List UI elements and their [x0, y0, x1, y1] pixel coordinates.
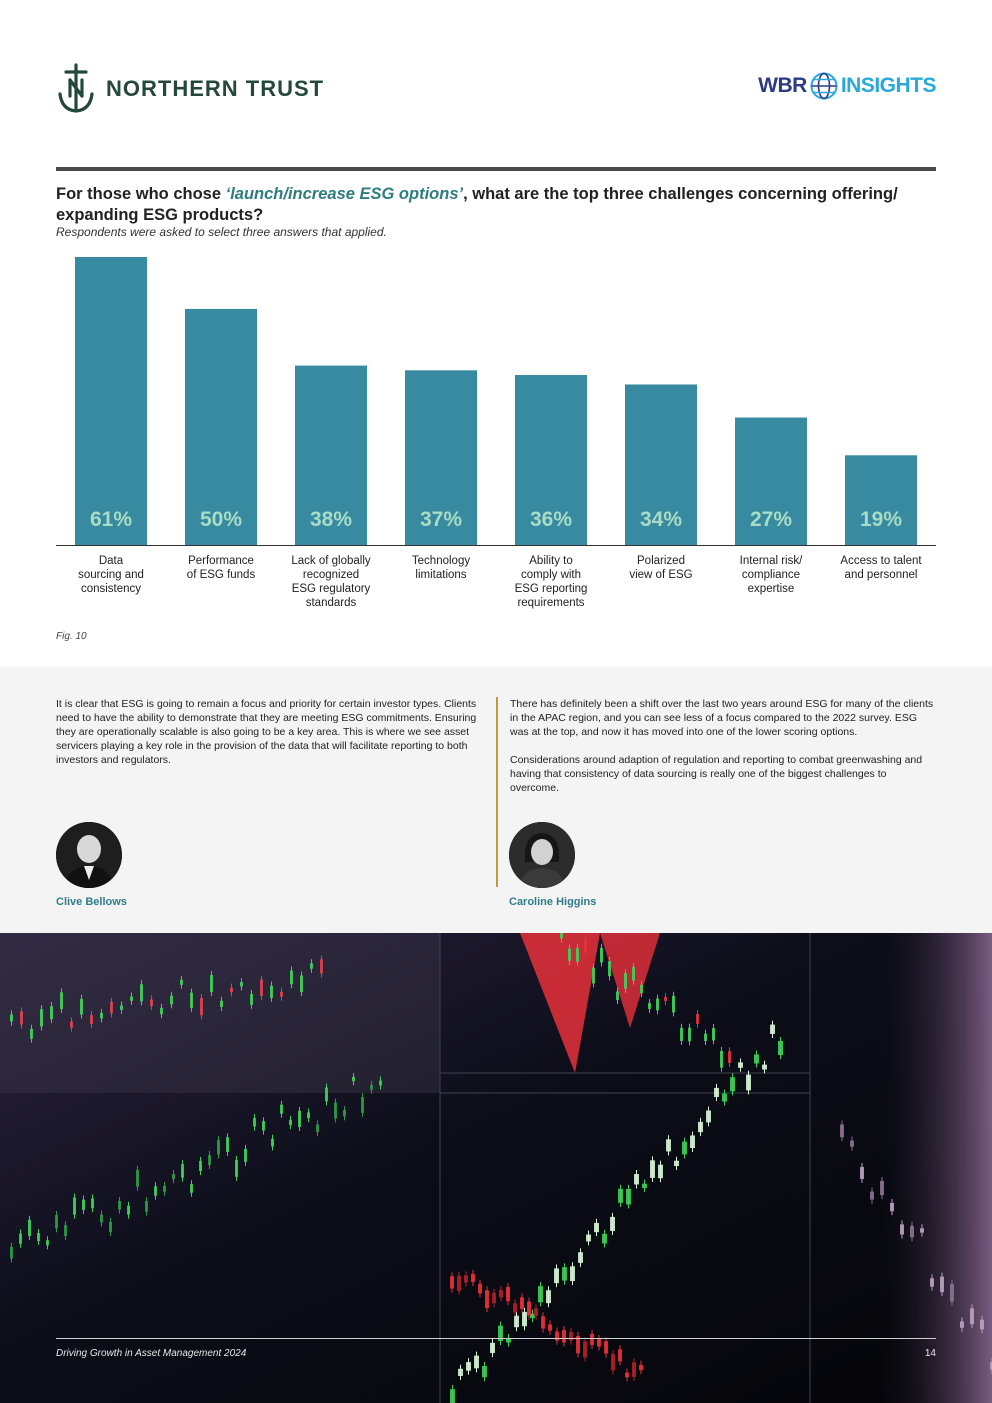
- question-prefix: For those who chose: [56, 185, 226, 203]
- trading-screen-photo: [0, 933, 992, 1403]
- figure-label: Fig. 10: [56, 631, 87, 642]
- section-rule: [56, 167, 936, 171]
- bar-value-label: 37%: [419, 508, 463, 531]
- category-label: Performance of ESG funds: [186, 555, 256, 581]
- question-suffix: , what are the top three challenges concerning offering/ expanding ESG products?: [56, 185, 898, 224]
- category-label: Access to talent and personnel: [840, 555, 922, 581]
- bar-chart: [56, 245, 936, 615]
- anchor-icon: [56, 62, 96, 116]
- footer-title: Driving Growth in Asset Management 2024: [56, 1348, 247, 1359]
- chart-subtitle: Respondents were asked to select three answers that applied.: [56, 225, 387, 239]
- bar-value-label: 50%: [199, 508, 243, 531]
- quote-paragraph: There has definitely been a shift over the last two years around ESG for many of the clients in the APAC region, and you can see less of a focus compared to the 2022 survey. ESG was at the top, and now it has moved into one of the lower scoring options.: [510, 698, 934, 738]
- author-right: Caroline Higgins: [509, 896, 597, 908]
- quote-divider: [496, 697, 498, 887]
- category-label: Technology limitations: [411, 555, 471, 581]
- bar: [845, 455, 917, 545]
- northern-trust-logo: [56, 62, 324, 116]
- page-number: 14: [924, 1348, 936, 1359]
- question-highlight: ‘launch/increase ESG options’: [225, 185, 464, 203]
- avatar-clive-bellows: [56, 822, 122, 888]
- category-label: Lack of globally recognized ESG regulatory standards: [291, 555, 371, 609]
- bar-value-label: 38%: [309, 508, 353, 531]
- avatar-caroline-higgins: [509, 822, 575, 888]
- wbr-insights-logo: [758, 72, 936, 100]
- quote-paragraph: It is clear that ESG is going to remain a focus and priority for certain investor types. Clients need to have the ability to demonstrate that they are meeting ESG commitments. Ensuring they are operationally scalable is also going to be a key area. This is where we see asset servicers playing a key role in the provision of the data that will facilitate reporting to both investors and regulators.: [56, 698, 477, 766]
- author-left: Clive Bellows: [56, 896, 127, 908]
- bar-value-label: 34%: [639, 508, 683, 531]
- globe-icon: [810, 72, 838, 100]
- bar: [75, 257, 147, 545]
- bar-value-label: 36%: [529, 508, 573, 531]
- bar-value-label: 19%: [859, 508, 903, 531]
- category-label: Internal risk/ compliance expertise: [739, 555, 803, 595]
- quote-paragraph: Considerations around adaption of regulation and reporting to combat greenwashing and having that consistency of data sourcing is really one of the biggest challenges to overcome.: [510, 754, 923, 794]
- wbr-wordmark: WBR: [758, 74, 807, 97]
- category-label: Ability to comply with ESG reporting requirements: [514, 555, 588, 609]
- chart-question: [56, 184, 936, 226]
- footer-rule: [56, 1338, 936, 1339]
- quote-right: [510, 697, 936, 809]
- bar-value-label: 61%: [89, 508, 133, 531]
- quote-left: [56, 697, 481, 781]
- bar-value-label: 27%: [749, 508, 793, 531]
- category-label: Data sourcing and consistency: [78, 555, 144, 595]
- quote-panel: [0, 667, 992, 933]
- northern-trust-wordmark: NORTHERN TRUST: [106, 76, 325, 101]
- insights-wordmark: INSIGHTS: [840, 74, 936, 97]
- category-label: Polarized view of ESG: [629, 555, 693, 581]
